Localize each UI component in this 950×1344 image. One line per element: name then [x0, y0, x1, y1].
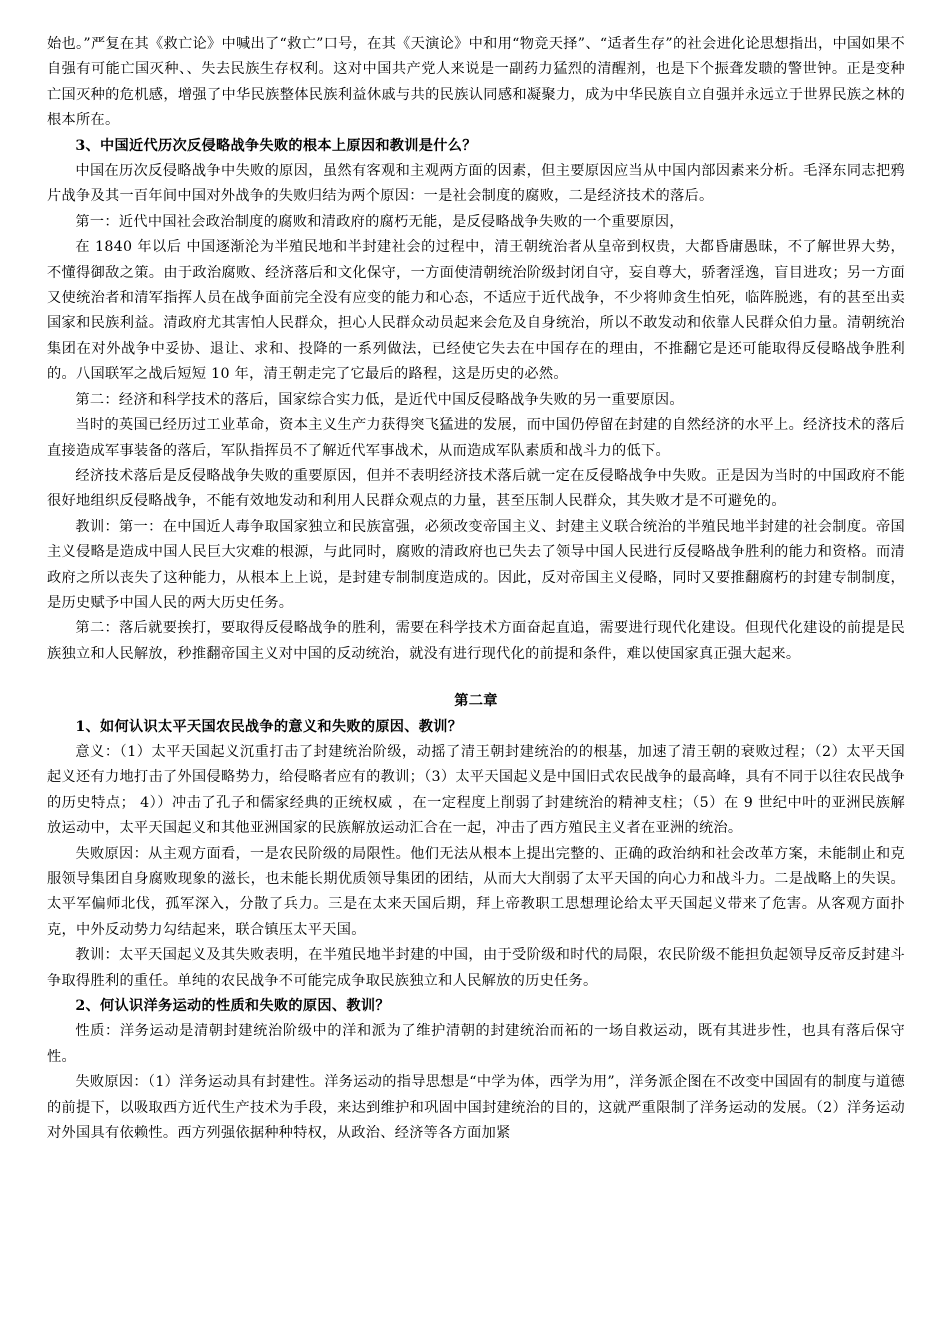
paragraph: 中国在历次反侵略战争中失败的原因，虽然有客观和主观两方面的因素，但主要原因应当从中国内部因素来分析。毛泽东同志把鸦片战争及其一百年间中国对外战争的失败归结为两个原因：一是社会制度的腐败，二是经济技术的落后。 [47, 163, 905, 205]
paragraph: 性质：洋务运动是清朝封建统治阶级中的洋和派为了维护清朝的封建统治而袥的一场自救运动，既有其进步性，也具有落后保守性。 [47, 1023, 905, 1065]
paragraph: 当时的英国已经历过工业革命，资本主义生产力获得突飞猛进的发展，而中国仍停留在封建的自然经济的水平上。经济技术的落后直接造成军事装备的落后，军队指挥员不了解近代军事战术，从而造成军队素质和战斗力的低下。 [47, 417, 905, 459]
paragraph: 教训：太平天国起义及其失败表明，在半殖民地半封建的中国，由于受阶级和时代的局限，农民阶级不能担负起领导反帝反封建斗争取得胜利的重任。单纯的农民战争不可能完成争取民族独立和人民解放的历史任务。 [47, 947, 905, 989]
paragraph: 意义：（1）太平天国起义沉重打击了封建统治阶级，动摇了清王朝封建统治的的根基，加速了清王朝的衰败过程；（2）太平天国起义还有力地打击了外国侵略势力，给侵略者应有的教训；（3）太平天国起义是中国旧式农民战争的最高峰，具有不同于以往农民战争的历史特点； 4））冲击了孔子和儒家经典的正统权威 ，在一定程度上削弱了封建统治的精神支柱；（5）在 9 世纪中叶的亚洲民族解放运动中，太平天国起义和其他亚洲国家的民族解放运动汇合在一起，冲击了西方殖民主义者在亚洲的统治。 [47, 743, 905, 837]
paragraph: 第二：经济和科学技术的落后，国家综合实力低，是近代中国反侵略战争失败的另一重要原因。 [75, 391, 684, 408]
question-heading: 3、中国近代历次反侵略战争失败的根本上原因和教训是什么？ [75, 137, 477, 154]
chapter-title: 第二章 [454, 693, 498, 710]
document-page [47, 32, 905, 1146]
paragraph: 失败原因：从主观方面看，一是农民阶级的局限性。他们无法从根本上提出完整的、正确的政治纳和社会改革方案，未能制止和克服领导集团自身腐败现象的滋长，也未能长期优质领导集团的团结，从而大大削弱了太平天国的向心力和战斗力。二是战略上的失误。太平军偏师北伐，孤军深入，分散了兵力。三是在太来天国后期，拜上帝教职工思想理论给太平天国起义带来了危害。从客观方面扑克，中外反动势力勾结起来，联合镇压太平天国。 [47, 845, 905, 938]
paragraph: 在 1840 年以后 中国逐渐沦为半殖民地和半封建社会的过程中，清王朝统治者从皇帝到权贵，大都昏庸愚昧，不了解世界大势，不懂得御敌之策。由于政治腐败、经济落后和文化保守，一方面使清朝统治阶级封闭自守，妄自尊大，骄奢淫逸，盲目进攻；另一方面又使统治者和清军指挥人员在战争面前完全没有应变的能力和心态，不适应于近代战争，不少将帅贪生怕死，临阵脱逃，有的甚至出卖国家和民族利益。清政府尤其害怕人民群众，担心人民群众动员起来会危及自身统治，所以不敢发动和依靠人民群众伯力量。清朝统治集团在对外战争中妥协、退让、求和、投降的一系列做法，已经使它失去在中国存在的理由，不推翻它是还可能取得反侵略战争胜利的。八国联军之战后短短 10 年，清王朝走完了它最后的路程，这是历史的必然。 [47, 239, 905, 383]
paragraph: 教训：第一：在中国近人毒争取国家独立和民族富强，必须改变帝国主义、封建主义联合统治的半殖民地半封建的社会制度。帝国主义侵略是造成中国人民巨大灾难的根源，与此同时，腐败的清政府也已失去了领导中国人民进行反侵略战争胜利的能力和资格。而清政府之所以丧失了这种能力，从根本上上说，是封建专制制度造成的。因此，反对帝国主义侵略，同时又要推翻腐朽的封建专制制度，是历史赋予中国人民的两大历史任务。 [47, 518, 905, 611]
paragraph: 失败原因：（1）洋务运动具有封建性。洋务运动的指导思想是“中学为体，西学为用”，洋务派企图在不改变中国固有的制度与道德的前提下，以吸取西方近代生产技术为手段，来达到维护和巩固中国封建统治的目的，这就严重限制了洋务运动的发展。（2）洋务运动对外国具有依赖性。西方列强依据种种特权，从政治、经济等各方面加紧 [47, 1074, 905, 1142]
paragraph: 第二：落后就要挨打，要取得反侵略战争的胜利，需要在科学技术方面奋起直追，需要进行现代化建设。但现代化建设的前提是民族独立和人民解放，秒推翻帝国主义对中国的反动统治，就没有进行现代化的前提和条件，难以使国家真正强大起来。 [47, 620, 905, 662]
question-heading: 1、如何认识太平天国农民战争的意义和失败的原因、教训？ [75, 718, 463, 735]
question-heading: 2、何认识洋务运动的性质和失败的原因、教训？ [75, 998, 390, 1015]
paragraph: 第一：近代中国社会政治制度的腐败和清政府的腐朽无能，是反侵略战争失败的一个重要原因， [75, 213, 684, 230]
paragraph: 经济技术落后是反侵略战争失败的重要原因，但并不表明经济技术落后就一定在反侵略战争中失败。正是因为当时的中国政府不能很好地组织反侵略战争，不能有效地发动和利用人民群众观点的力量，甚至压制人民群众，其失败才是不可避免的。 [47, 467, 905, 510]
paragraph: 始也。”严复在其《救亡论》中喊出了“救亡”口号，在其《天演论》中和用“物竞天择”、“适者生存”的社会进化论思想指出，中国如果不自强有可能亡国灭种、、失去民族生存权利。这对中国共产党人来说是一副药力猛烈的清醒剂，也是下个振聋发聩的警世钟。正是变种亡国灭种的危机感，增强了中华民族整体民族利益休戚与共的民族认同感和凝聚力，成为中华民族自立自强并永远立于世界民族之林的根本所在。 [47, 36, 905, 129]
